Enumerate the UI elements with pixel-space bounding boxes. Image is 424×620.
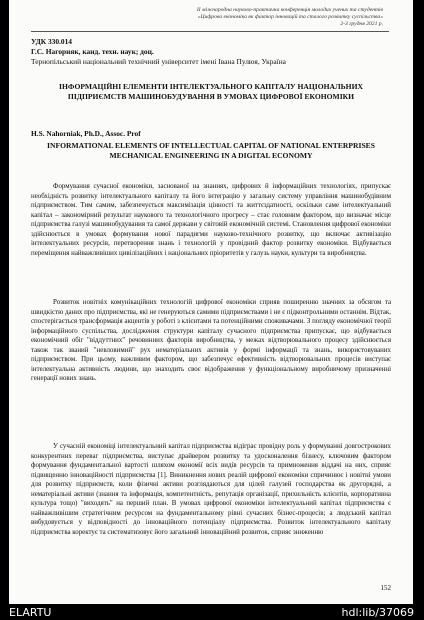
paragraph-text: У сучасній економіці інтелектуальний капітал підприємства відіграє провідну роль у формуванні довгострокових конкурентних переваг підприємства, виступає драйвером розвитку та удосконалення бізнесу, ключовим фактором формування фундаментальної вартості шляхом економії всіх видів ресурсів та примноження віддачі на них, сприяє підвищенню інноваційності підприємства [1]. Виникнення нових реалій цифрової економіки спричинює і новітні умови для розвитку підприємств, коли фізичні активи розглядаються для цілей галузей господарства як другорядні, а нематеріальні активи (знання та інформація, компетентність, репутація організації, прихильність клієнтів, корпоративна культура тощо) "виходять" на перший план. В умовах цифрової економіки інтелектуальний капітал підприємства є найважливішим стратегічним ресурсом на фундаментальному рівні сучасних бізнес-процесів; а людський капітал вибудовується у відповідності до інноваційного потенціалу підприємства. Розвиток інтелектуального капіталу підприємства коректує та систематизовує його загальний інноваційний розвиток, сприяє зниженню xyxy=(31,443,391,536)
page-number: 152 xyxy=(380,584,391,592)
handle-identifier[interactable]: hdl:lib/37069 xyxy=(341,606,414,619)
header-divider xyxy=(31,31,389,32)
repository-name: ELARTU xyxy=(9,606,52,619)
footer-bar xyxy=(0,604,424,620)
udk-code: УДК 330.014 xyxy=(31,37,72,46)
author-uk: Г.С. Нагорняк, канд. техн. наук; доц. xyxy=(31,47,154,56)
body-paragraph-2 xyxy=(31,298,391,384)
document-page xyxy=(9,0,413,604)
title-uk: ІНФОРМАЦІЙНІ ЕЛЕМЕНТИ ІНТЕЛЕКТУАЛЬНОГО КАПІТАЛУ НАЦІОНАЛЬНИХ ПІДПРИЄМСТВ МАШИНОБУДУВАННЯ В УМОВАХ ЦИФРОВОЇ ЕКОНОМІКИ xyxy=(59,82,363,101)
paragraph-text: Розвиток новітніх комунікаційних технологій цифрової економіки сприяв поширенню значних за обсягом та швидкістю даних про підприємства, які не генеруються самими підприємствами і не є підконтрольними останнім. Відтак, спостерігається трансформація акцентів у роботі з клієнтами та потенційними споживачами. З погляду економічної теорії інформаційного суспільства, дослідження структури капіталу сучасного підприємства припускає, що відбувається економічний обіг "віддуттних" речовинних факторів виробництва, у межах відтворювального процесу здійснюється також так званий "невловимий" рух нематеріальних активів у формі інформації та знань, використовуваних підприємством. При цьому, важливим фактором, що забезпечує ефективність відтворювальних процесів виступає інтелектуальна активність людини, що знаходить своє відображення у функціональному виробничому призначенні генерації нових знань. xyxy=(31,299,391,382)
body-paragraph-3 xyxy=(31,442,391,537)
paragraph-text: Формування сучасної економіки, заснованої на знаннях, цифрових й інформаційних технологіях, припускає необхідність розвитку інтелектуального капіталу та його інтеграцію у загальну систему управління машинобудівним підприємством. Тим самим, забезпечується максимізація цінності та життєздатності, оскільки саме інтелектуальний капітал – закономірний результат наукового та технологічного прогресу – стає головним фактором, що визначає місце підприємства галузі машинобудування та самої держави у світовій економічній системі. Становлення цифрової економіки здійснюється в умовах формування нової парадигми науково-технічного розвитку, що включає активізацію інтелектуальних ресурсів, перетворення знань і технологій у провідний фактор розвитку економіки. Відбувається переміщення найважливіших цивілізаційних і національних пріоритетів у галузь науки, культури та виробництва. xyxy=(31,183,391,257)
body-paragraph-1 xyxy=(31,182,391,258)
title-en: INFORMATIONAL ELEMENTS OF INTELLECTUAL CAPITAL OF NATIONAL ENTERPRISES MECHANICAL ENGINEERING IN A DIGITAL ECONOMY xyxy=(47,141,375,160)
conference-header xyxy=(197,7,383,28)
affiliation: Тернопільський національний технічний університет імені Івана Пулюя, Україна xyxy=(31,57,286,66)
author-en: H.S. Nahorniak, Ph.D., Assoc. Prof xyxy=(31,129,141,138)
header-line-3: 2-3 грудня 2021 р. xyxy=(340,21,383,27)
header-line-1: ІІ міжнародна науково-практична конференція молодих учених та студентів xyxy=(196,7,383,13)
header-line-2: «Цифрова економіка як фактор інновацій та сталого розвитку суспільства» xyxy=(197,14,383,20)
